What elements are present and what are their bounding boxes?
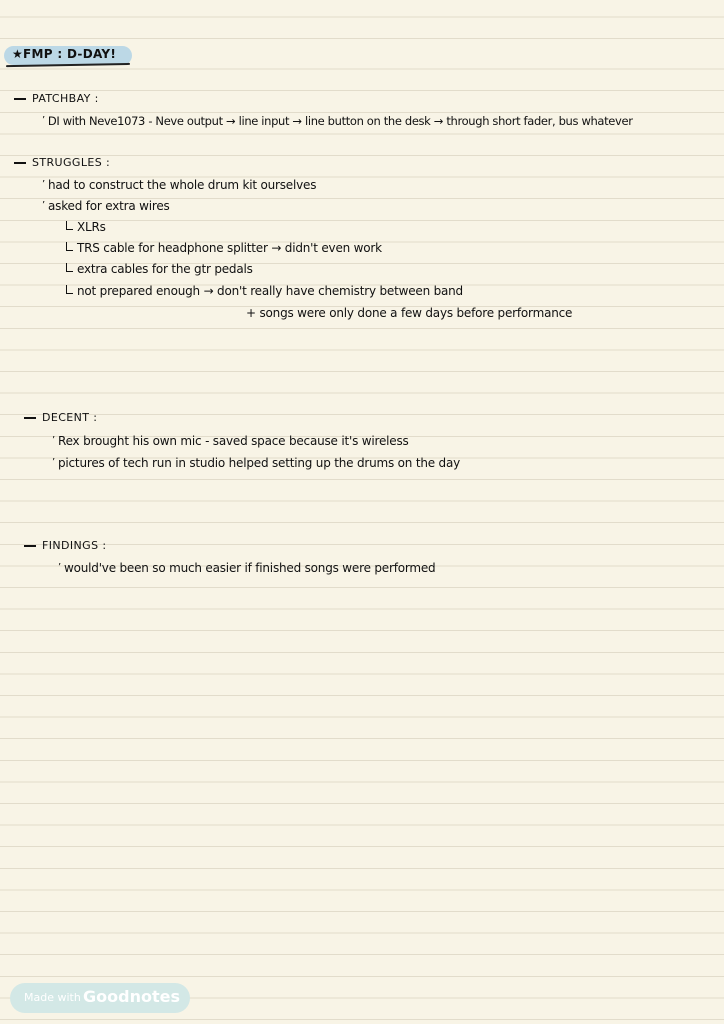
branch-icon xyxy=(66,263,73,272)
section-heading-struggles xyxy=(14,155,110,171)
heading-label: STRUGGLES : xyxy=(32,156,111,169)
item-text: not prepared enough → don't really have chemistry between band xyxy=(77,284,463,298)
sub-list-item xyxy=(66,240,382,256)
sub-list-item xyxy=(66,283,463,299)
section-heading-patchbay xyxy=(14,91,99,107)
list-item xyxy=(58,560,435,576)
section-heading-decent xyxy=(24,410,97,426)
bullet-icon: ’ xyxy=(42,179,45,190)
dash-icon xyxy=(24,417,36,419)
section-heading-findings xyxy=(24,538,106,554)
item-text: would've been so much easier if finished songs were performed xyxy=(63,561,436,575)
heading-label: PATCHBAY : xyxy=(32,92,99,105)
list-item xyxy=(52,455,460,471)
heading-label: DECENT : xyxy=(42,411,98,424)
goodnotes-logo: Goodnotes xyxy=(83,987,180,1006)
item-text: DI with Neve1073 - Neve output → line input → line button on the desk → through short fader, bus whatever xyxy=(47,114,633,128)
list-item xyxy=(42,113,633,129)
sub-list-item xyxy=(66,219,106,235)
item-text: TRS cable for headphone splitter → didn't even work xyxy=(77,241,382,255)
badge-made-with-label: Made with xyxy=(24,991,81,1004)
bullet-icon: ’ xyxy=(42,115,45,126)
bullet-icon: ’ xyxy=(52,457,55,468)
dash-icon xyxy=(24,545,36,547)
bullet-icon: ’ xyxy=(52,435,55,446)
title-text: ★FMP : D-DAY! xyxy=(12,47,117,61)
branch-icon xyxy=(66,285,73,294)
sub-list-item xyxy=(66,261,253,277)
item-text: pictures of tech run in studio helped setting up the drums on the day xyxy=(57,456,461,470)
item-text: had to construct the whole drum kit ourselves xyxy=(47,178,317,192)
list-item xyxy=(42,177,316,193)
dash-icon xyxy=(14,98,26,100)
heading-label: FINDINGS : xyxy=(42,539,107,552)
item-text: asked for extra wires xyxy=(47,199,170,213)
list-item xyxy=(52,433,409,449)
continuation-line: + songs were only done a few days before performance xyxy=(246,306,573,320)
bullet-icon: ’ xyxy=(42,200,45,211)
made-with-goodnotes-badge[interactable] xyxy=(10,983,190,1013)
item-text: XLRs xyxy=(77,220,106,234)
item-text: Rex brought his own mic - saved space because it's wireless xyxy=(57,434,409,448)
item-text: extra cables for the gtr pedals xyxy=(77,262,253,276)
dash-icon xyxy=(14,162,26,164)
bullet-icon: ’ xyxy=(58,562,61,573)
branch-icon xyxy=(66,221,73,230)
branch-icon xyxy=(66,242,73,251)
list-item xyxy=(42,198,170,214)
